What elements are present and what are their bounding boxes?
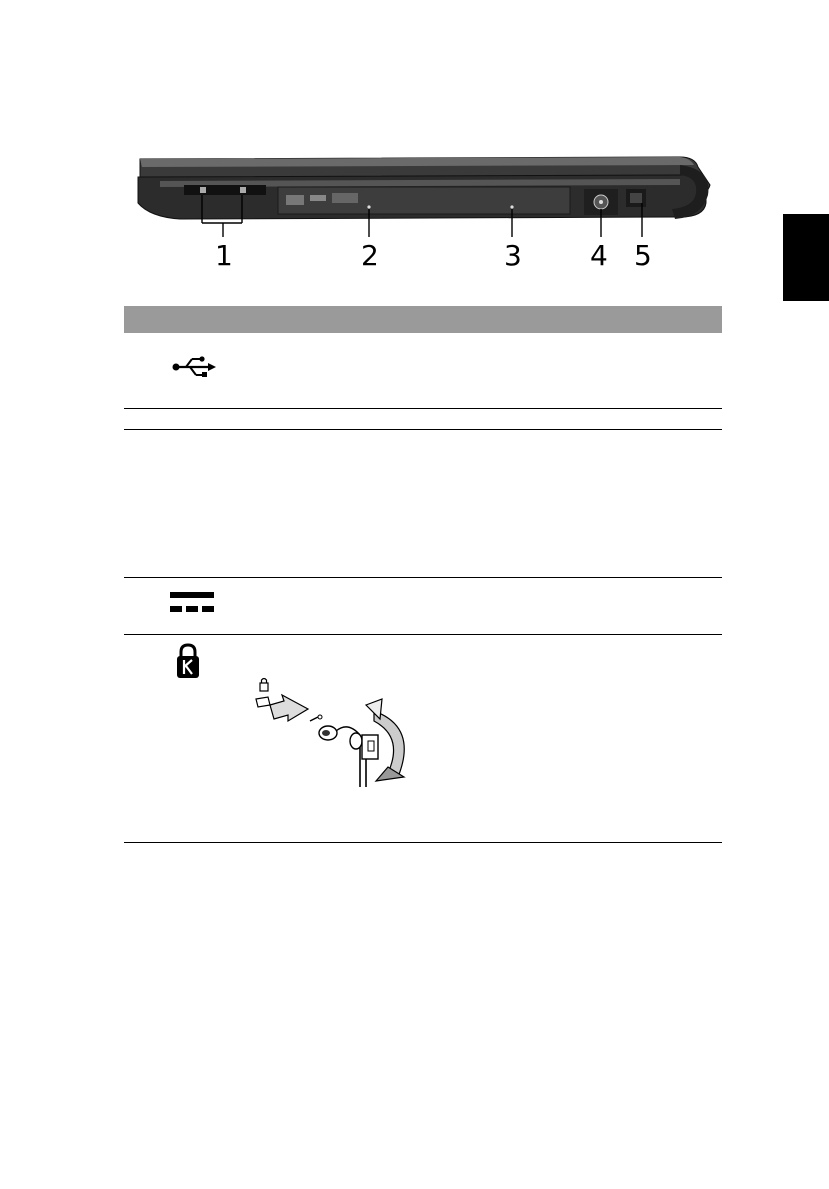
lock-cable-illustration [248, 677, 424, 791]
callout-5: 5 [634, 239, 652, 272]
callout-2: 2 [361, 239, 379, 272]
table-cell-icon [124, 635, 242, 843]
table-row [124, 430, 722, 578]
callout-3: 3 [504, 239, 522, 272]
table-row [124, 578, 722, 635]
table-cell-description [242, 333, 722, 409]
table-cell-description [242, 430, 722, 578]
table-row [124, 333, 722, 409]
callout-1: 1 [215, 239, 233, 272]
table-row [124, 409, 722, 430]
table-header-row [124, 306, 722, 333]
table-cell-description [242, 409, 722, 430]
table-cell-description [242, 578, 722, 635]
table-cell-icon [124, 409, 242, 430]
table-header [124, 306, 722, 333]
chapter-side-tab [783, 214, 829, 301]
table-cell-icon [124, 430, 242, 578]
usb-icon [172, 355, 216, 379]
table-cell-icon [124, 578, 242, 635]
laptop-right-side-illustration [120, 145, 720, 280]
dc-power-icon [170, 592, 214, 614]
callout-4: 4 [590, 239, 608, 272]
table-cell-icon [124, 333, 242, 409]
kensington-lock-icon [176, 643, 200, 679]
